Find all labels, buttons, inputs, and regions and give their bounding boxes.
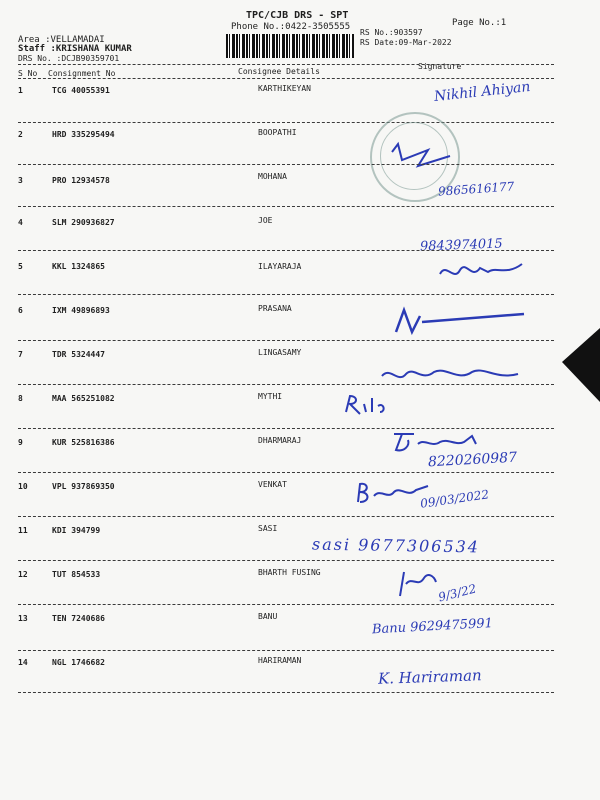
row-consignment: KKL 1324865 <box>52 262 105 271</box>
header-divider-top <box>18 64 554 65</box>
row-divider <box>18 122 554 123</box>
row-consignment: NGL 1746682 <box>52 658 105 667</box>
row-signature: K. Hariraman <box>377 666 482 688</box>
signature-mark <box>392 302 532 342</box>
row-sno: 10 <box>18 482 28 491</box>
row-consignee: MOHANA <box>258 172 287 181</box>
document-title: TPC/CJB DRS - SPT <box>246 10 349 21</box>
row-divider <box>18 206 554 207</box>
staff-label: Staff :KRISHANA KUMAR <box>18 44 132 54</box>
barcode-image <box>226 34 354 58</box>
signature-mark <box>396 566 442 600</box>
row-consignee: BANU <box>258 612 278 621</box>
row-sno: 9 <box>18 438 23 447</box>
row-consignment: SLM 290936827 <box>52 218 115 227</box>
row-consignee: KARTHIKEYAN <box>258 84 311 93</box>
torn-corner-mark <box>562 328 600 402</box>
row-divider <box>18 650 554 651</box>
row-sno: 1 <box>18 86 23 95</box>
row-consignment: MAA 565251082 <box>52 394 115 403</box>
row-signature: 9865616177 <box>437 179 515 199</box>
row-consignment: KUR 525816386 <box>52 438 115 447</box>
row-signature: sasi 9677306534 <box>311 534 481 557</box>
row-consignment: TEN 7240686 <box>52 614 105 623</box>
row-sno: 12 <box>18 570 28 579</box>
row-consignment: VPL 937869350 <box>52 482 115 491</box>
header-divider-bottom <box>18 78 554 79</box>
row-divider <box>18 250 554 251</box>
row-divider <box>18 472 554 473</box>
phone-number: Phone No.:0422-3505555 <box>231 22 351 32</box>
row-signature: 8220260987 <box>427 449 518 471</box>
row-consignee: BHARTH FUSING <box>258 568 321 577</box>
row-consignee: HARIRAMAN <box>258 656 302 665</box>
row-sno: 4 <box>18 218 23 227</box>
row-divider <box>18 340 554 341</box>
row-divider <box>18 604 554 605</box>
row-consignee: SASI <box>258 524 278 533</box>
column-header-sno: S No <box>18 69 38 78</box>
row-consignment: KDI 394799 <box>52 526 101 535</box>
row-consignee: DHARMARAJ <box>258 436 302 445</box>
row-divider <box>18 164 554 165</box>
rs-date: RS Date:09-Mar-2022 <box>360 38 452 47</box>
row-consignee: LINGASAMY <box>258 348 302 357</box>
row-divider <box>18 516 554 517</box>
row-consignment: TCG 40055391 <box>52 86 110 95</box>
row-consignment: HRD 335295494 <box>52 130 115 139</box>
column-header-consignee: Consignee Details <box>238 67 320 76</box>
area-label: Area :VELLAMADAI <box>18 35 105 45</box>
row-sno: 2 <box>18 130 23 139</box>
row-divider <box>18 560 554 561</box>
row-signature: 9/3/22 <box>436 581 478 605</box>
row-sno: 5 <box>18 262 23 271</box>
row-consignee: VENKAT <box>258 480 287 489</box>
row-signature: Banu 9629475991 <box>371 616 494 638</box>
row-sno: 13 <box>18 614 28 623</box>
row-consignee: MYTHI <box>258 392 283 401</box>
row-sno: 8 <box>18 394 23 403</box>
row-sno: 6 <box>18 306 23 315</box>
row-consignee: PRASANA <box>258 304 292 313</box>
row-consignment: PRO 12934578 <box>52 176 110 185</box>
row-consignee: JOE <box>258 216 273 225</box>
row-consignee: BOOPATHI <box>258 128 297 137</box>
row-consignment: IXM 49896893 <box>52 306 110 315</box>
row-sno: 7 <box>18 350 23 359</box>
signature-mark <box>342 392 402 418</box>
signature-mark <box>436 258 526 284</box>
row-consignee: ILAYARAJA <box>258 262 302 271</box>
row-sno: 14 <box>18 658 28 667</box>
row-signature: 09/03/2022 <box>419 487 490 511</box>
row-sno: 3 <box>18 176 23 185</box>
page-number: Page No.:1 <box>452 18 507 28</box>
row-consignment: TUT 854533 <box>52 570 101 579</box>
column-header-signature: Signature <box>418 62 462 71</box>
row-consignment: TDR 5324447 <box>52 350 105 359</box>
row-sno: 11 <box>18 526 28 535</box>
column-header-consignment: Consignment No <box>48 69 116 78</box>
signature-mark <box>388 132 458 172</box>
row-divider <box>18 294 554 295</box>
drs-number: DRS No. :DCJB90359701 <box>18 54 120 63</box>
row-signature: 9843974015 <box>419 236 503 255</box>
row-signature: Nikhil Ahiyan <box>433 78 532 106</box>
rs-number: RS No.:903597 <box>360 28 423 37</box>
row-divider <box>18 692 554 693</box>
row-divider <box>18 384 554 385</box>
